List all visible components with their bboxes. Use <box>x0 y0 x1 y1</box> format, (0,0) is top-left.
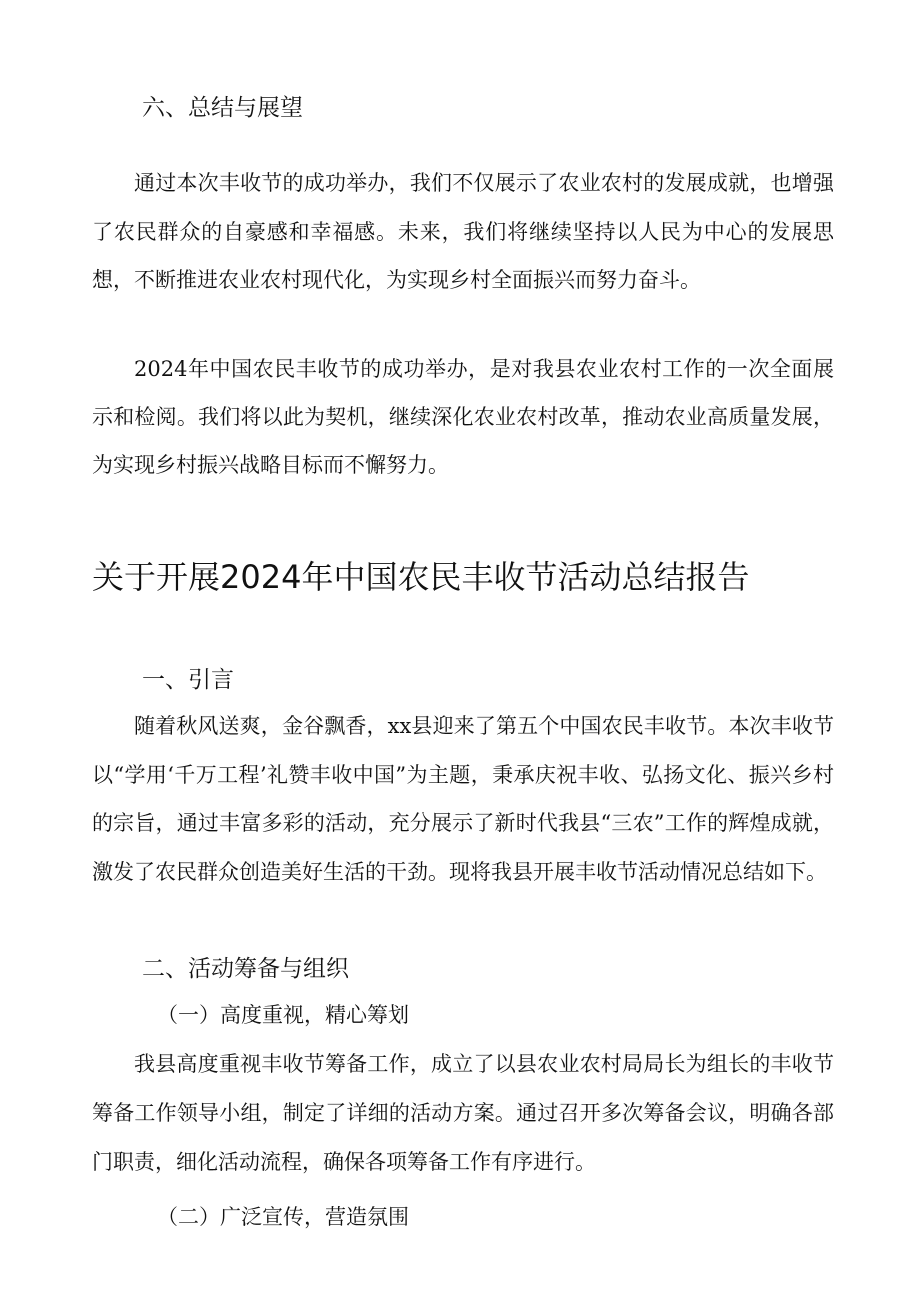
section-heading-introduction: 一、引言 <box>142 667 234 693</box>
paragraph-summary: 通过本次丰收节的成功举办，我们不仅展示了农业农村的发展成就，也增强了农民群众的自豪感和幸福感。未来，我们将继续坚持以人民为中心的发展思想，不断推进农业农村现代化，为实现乡村全面振兴而努力奋斗。 <box>92 171 834 292</box>
report-title: 关于开展2024年中国农民丰收节活动总结报告 <box>92 558 750 596</box>
section-heading-preparation: 二、活动筹备与组织 <box>142 956 349 982</box>
section-heading-summary-outlook: 六、总结与展望 <box>142 95 303 121</box>
paragraph-introduction: 随着秋风送爽，金谷飘香，xx县迎来了第五个中国农民丰收节。本次丰收节以“学用‘千万工程’礼赞丰收中国”为主题，秉承庆祝丰收、弘扬文化、振兴乡村的宗旨，通过丰富多彩的活动，充分展示了新时代我县“三农”工作的辉煌成就，激发了农民群众创造美好生活的干劲。现将我县开展丰收节活动情况总结如下。 <box>92 714 834 884</box>
paragraph-review: 2024年中国农民丰收节的成功举办，是对我县农业农村工作的一次全面展示和检阅。我们将以此为契机，继续深化农业农村改革，推动农业高质量发展，为实现乡村振兴战略目标而不懈努力。 <box>92 357 834 477</box>
subsection-heading-planning: （一）高度重视，精心筹划 <box>157 1003 409 1027</box>
paragraph-planning: 我县高度重视丰收节筹备工作，成立了以县农业农村局局长为组长的丰收节筹备工作领导小组，制定了详细的活动方案。通过召开多次筹备会议，明确各部门职责，细化活动流程，确保各项筹备工作有序进行。 <box>92 1052 834 1174</box>
subsection-heading-publicity: （二）广泛宣传，营造氛围 <box>157 1205 409 1229</box>
